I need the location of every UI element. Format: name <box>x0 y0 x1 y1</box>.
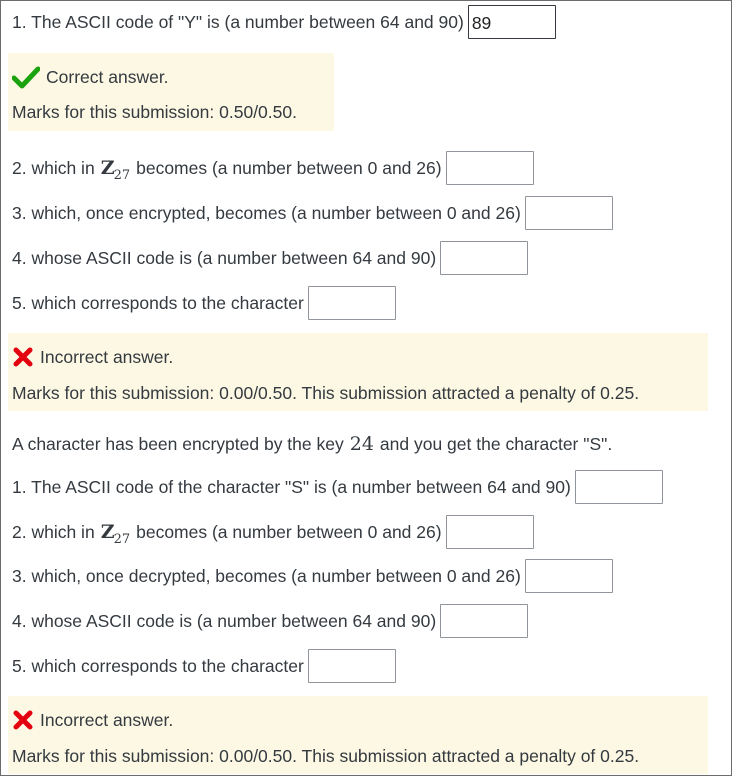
part1-q2-row <box>12 150 534 186</box>
check-icon <box>12 65 40 89</box>
part2-q4-answer-input[interactable] <box>440 604 528 638</box>
part2-q1-answer-input[interactable] <box>575 470 663 504</box>
part1-q3-row <box>12 195 613 231</box>
part2-intro-prefix: A character has been encrypted by the key <box>12 433 344 454</box>
part1-feedback2-marks: Marks for this submission: 0.00/0.50. This submission attracted a penalty of 0.25. <box>12 383 640 403</box>
part2-feedback-marks: Marks for this submission: 0.00/0.50. This submission attracted a penalty of 0.25. <box>12 746 640 766</box>
part2-q4-row <box>12 603 528 639</box>
part2-feedback-status: Incorrect answer. <box>40 709 174 730</box>
part1-q2-suffix: becomes (a number between 0 and 26) <box>136 157 442 178</box>
part1-q1-answer-input[interactable]: 89 <box>468 5 556 39</box>
part1-feedback2 <box>8 333 708 411</box>
part1-q1-row <box>12 4 556 40</box>
part1-feedback2-status: Incorrect answer. <box>40 346 174 367</box>
part2-q5-label: 5. which corresponds to the character <box>12 655 304 676</box>
part2-feedback <box>8 696 708 774</box>
cross-icon <box>12 346 34 368</box>
part1-q1-label: 1. The ASCII code of "Y" is (a number between 64 and 90) <box>12 11 464 32</box>
part2-q5-answer-input[interactable] <box>308 649 396 683</box>
part1-q3-label: 3. which, once encrypted, becomes (a number between 0 and 26) <box>12 202 521 223</box>
part2-intro-row <box>12 426 612 462</box>
part2-q2-set: $Z_{27}$ <box>100 521 131 547</box>
part2-q3-label: 3. which, once decrypted, becomes (a number between 0 and 26) <box>12 565 521 586</box>
part2-q3-row <box>12 558 613 594</box>
part2-q2-prefix: 2. which in <box>12 521 95 542</box>
part1-q4-label: 4. whose ASCII code is (a number between 64 and 90) <box>12 247 437 268</box>
part2-q1-label: 1. The ASCII code of the character "S" is (a number between 64 and 90) <box>12 476 571 497</box>
cross-icon <box>12 709 34 731</box>
part1-q2-prefix: 2. which in <box>12 157 95 178</box>
part2-q2-answer-input[interactable] <box>446 515 534 549</box>
part1-q2-answer-input[interactable] <box>446 151 534 185</box>
part2-q5-row <box>12 648 396 684</box>
part2-intro-key: 24 <box>349 433 374 455</box>
part1-q4-row <box>12 240 528 276</box>
part1-q1-feedback-marks: Marks for this submission: 0.50/0.50. <box>12 102 297 122</box>
part1-q1-feedback <box>8 53 334 131</box>
part1-q5-label: 5. which corresponds to the character <box>12 292 304 313</box>
part1-q2-set: $Z_{27}$ <box>100 157 131 183</box>
part1-q4-answer-input[interactable] <box>440 241 528 275</box>
part2-q2-suffix: becomes (a number between 0 and 26) <box>136 521 442 542</box>
part2-q3-answer-input[interactable] <box>525 559 613 593</box>
part1-q5-answer-input[interactable] <box>308 286 396 320</box>
part2-intro-suffix: and you get the character "S". <box>379 433 613 454</box>
part1-q5-row <box>12 285 396 321</box>
part1-q1-feedback-status: Correct answer. <box>46 66 169 87</box>
part1-q3-answer-input[interactable] <box>525 196 613 230</box>
part2-q4-label: 4. whose ASCII code is (a number between 64 and 90) <box>12 610 437 631</box>
part2-q2-row <box>12 514 534 550</box>
part2-q1-row <box>12 469 663 505</box>
